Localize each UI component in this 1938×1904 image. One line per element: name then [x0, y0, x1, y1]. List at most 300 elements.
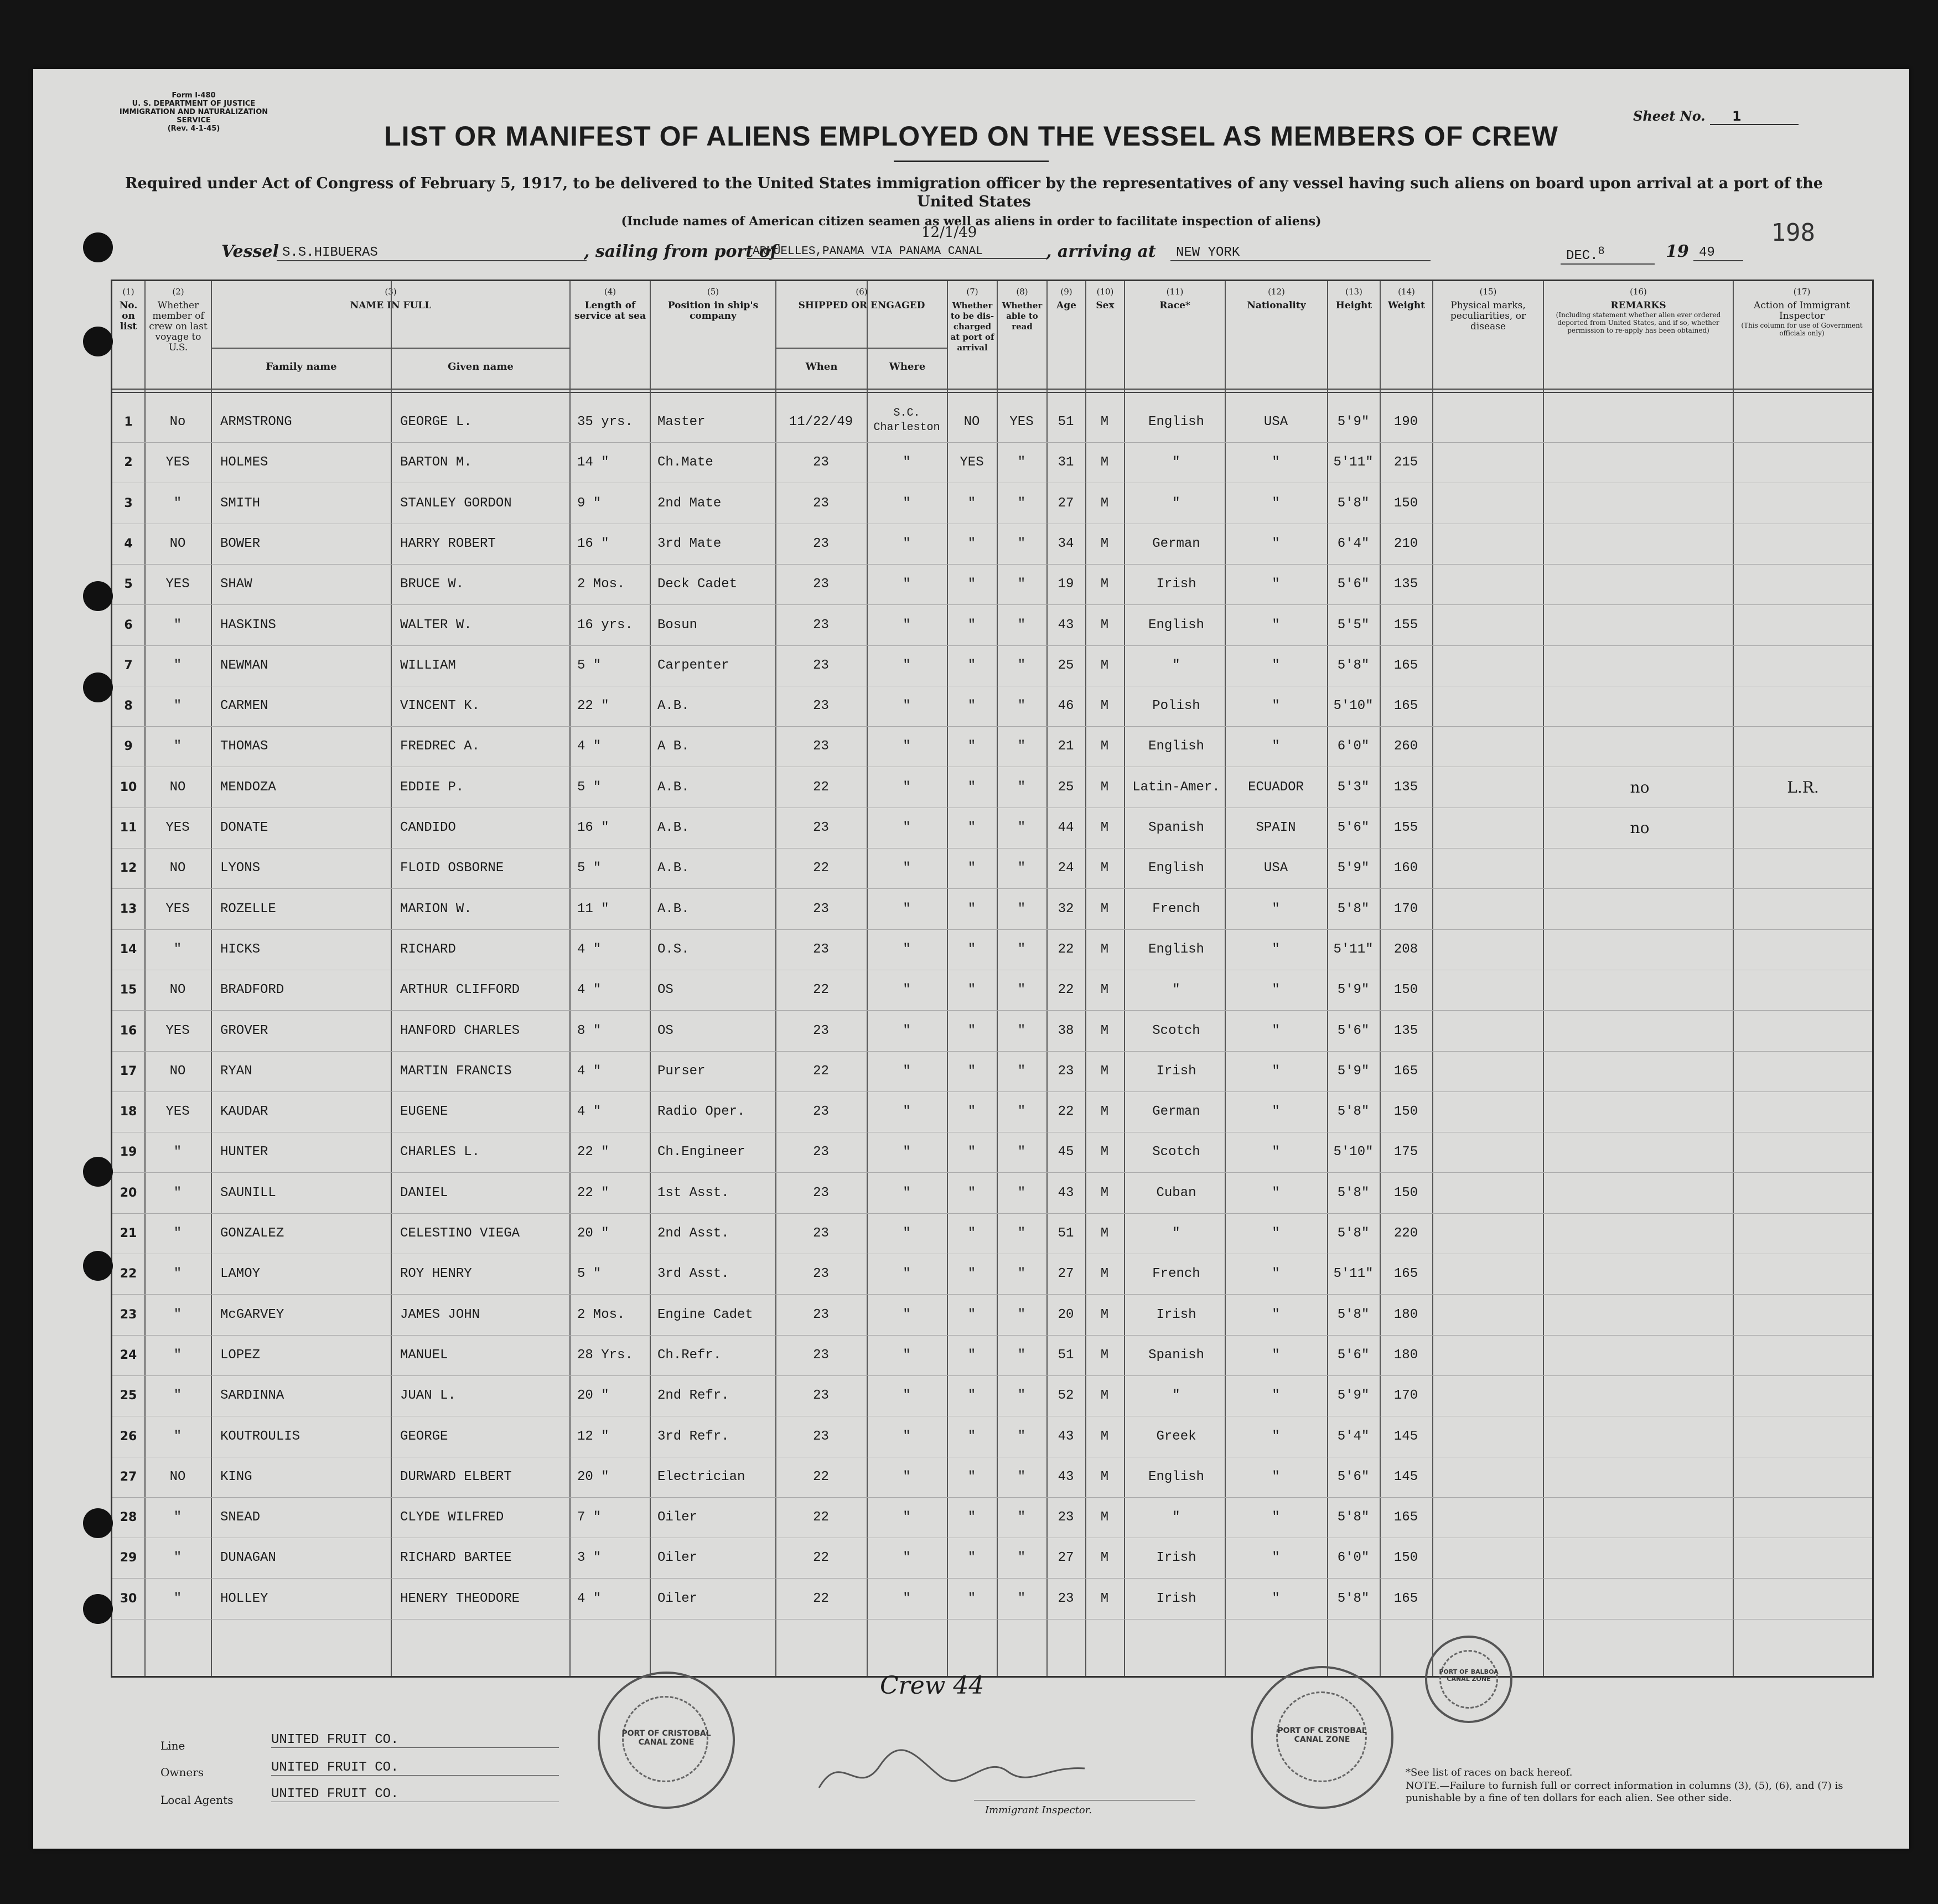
- table-row: [112, 605, 1872, 646]
- cell-last: YES: [165, 577, 190, 592]
- cell-disch: ": [967, 1104, 976, 1120]
- cell-family: HICKS: [220, 941, 261, 957]
- cell-family: LOPEZ: [220, 1347, 261, 1363]
- cell-read: ": [1017, 577, 1026, 592]
- cell-when: 22: [813, 779, 829, 795]
- cell-when: 22: [813, 1510, 829, 1525]
- cell-age: 52: [1058, 1388, 1074, 1404]
- cell-age: 43: [1058, 1185, 1074, 1201]
- cell-height: 5'11": [1333, 1266, 1374, 1282]
- cell-family: SMITH: [220, 495, 261, 511]
- cell-action: [1739, 970, 1867, 1010]
- punch-hole: [83, 1508, 113, 1538]
- cell-given: RICHARD: [400, 941, 456, 957]
- header-remarks: (16) REMARKS (Including statement whether alien ever ordered deported from United States, and if so, whether permission to re-apply has been obtained): [1544, 281, 1734, 389]
- cell-nat: ": [1272, 1185, 1280, 1201]
- cell-service: 2 Mos.: [577, 1307, 625, 1322]
- cell-where: ": [903, 1591, 911, 1606]
- cell-height: 5'4": [1337, 1429, 1370, 1444]
- cell-nat: ": [1272, 941, 1280, 957]
- cell-remarks: [1551, 1254, 1728, 1294]
- cell-family: DONATE: [220, 820, 268, 835]
- cell-height: 5'6": [1337, 1023, 1370, 1038]
- cell-disch: ": [967, 577, 976, 592]
- cell-action: [1739, 1254, 1867, 1294]
- cell-read: ": [1017, 820, 1026, 835]
- cell-race: Irish: [1156, 1063, 1196, 1079]
- table-row: [112, 726, 1872, 767]
- cell-no: 22: [120, 1267, 137, 1281]
- cell-position: Carpenter: [657, 658, 729, 673]
- punch-hole: [83, 581, 113, 611]
- cell-service: 22 ": [577, 699, 609, 714]
- cell-family: THOMAS: [220, 739, 268, 754]
- cell-nat: USA: [1263, 415, 1288, 430]
- cell-when: 23: [813, 699, 829, 714]
- cell-last: YES: [165, 1104, 190, 1120]
- cell-no: 21: [120, 1227, 137, 1240]
- form-rev: (Rev. 4-1-45): [167, 125, 220, 133]
- table-row: [112, 889, 1872, 930]
- cell-sex: M: [1100, 1023, 1109, 1038]
- cell-height: 6'0": [1337, 739, 1370, 754]
- cell-last: ": [173, 1145, 182, 1160]
- cell-race: Irish: [1156, 577, 1196, 592]
- cell-disch: ": [967, 739, 976, 754]
- cell-where: ": [903, 1388, 911, 1404]
- cell-age: 38: [1058, 1023, 1074, 1038]
- cell-where: ": [903, 1347, 911, 1363]
- cell-given: BARTON M.: [400, 455, 472, 470]
- cell-sex: M: [1100, 1104, 1109, 1120]
- cell-height: 5'8": [1337, 1226, 1370, 1241]
- cell-height: 5'9": [1337, 415, 1370, 430]
- header-given-name: Given name: [392, 348, 571, 389]
- cell-age: 32: [1058, 901, 1074, 917]
- cell-read: ": [1017, 861, 1026, 876]
- cell-sex: M: [1100, 699, 1109, 714]
- cell-action: [1739, 1375, 1867, 1416]
- cell-service: 4 ": [577, 1591, 602, 1606]
- cell-service: 28 Yrs.: [577, 1347, 633, 1363]
- punch-hole: [83, 1157, 113, 1187]
- table-row: [112, 1091, 1872, 1132]
- inspector-label: Immigrant Inspector.: [985, 1804, 1092, 1816]
- table-row: [112, 1132, 1872, 1173]
- cell-when: 11/22/49: [789, 415, 853, 430]
- cell-age: 22: [1058, 982, 1074, 998]
- cell-no: 24: [120, 1348, 137, 1362]
- cell-race: ": [1172, 1510, 1180, 1525]
- cell-age: 21: [1058, 739, 1074, 754]
- sheet-number-value: 1: [1710, 108, 1799, 125]
- cell-height: 5'3": [1337, 779, 1370, 795]
- cell-family: DUNAGAN: [220, 1550, 276, 1566]
- table-row: [112, 1497, 1872, 1538]
- cell-weight: 215: [1393, 455, 1418, 470]
- cell-family: LAMOY: [220, 1266, 261, 1282]
- cell-service: 22 ": [577, 1145, 609, 1160]
- cell-weight: 180: [1393, 1307, 1418, 1322]
- cell-race: French: [1152, 1266, 1200, 1282]
- cell-age: 22: [1058, 1104, 1074, 1120]
- cell-age: 20: [1058, 1307, 1074, 1322]
- cell-disch: ": [967, 1185, 976, 1201]
- header-when: When: [776, 348, 868, 389]
- cell-height: 5'6": [1337, 1469, 1370, 1484]
- footer: [111, 1668, 1870, 1838]
- table-row: [112, 1173, 1872, 1214]
- cell-when: 23: [813, 495, 829, 511]
- cell-disch: ": [967, 1266, 976, 1282]
- cell-read: ": [1017, 1591, 1026, 1606]
- table-row: [112, 1011, 1872, 1052]
- cell-read: ": [1017, 699, 1026, 714]
- cell-action: [1739, 1457, 1867, 1497]
- table-row: [112, 1538, 1872, 1579]
- cell-when: 23: [813, 1226, 829, 1241]
- cell-action: [1739, 1416, 1867, 1457]
- cell-position: Ch.Mate: [657, 455, 713, 470]
- cell-position: Engine Cadet: [657, 1307, 753, 1322]
- sheet-number-label: Sheet No.: [1633, 108, 1706, 124]
- cell-when: 23: [813, 1145, 829, 1160]
- handwritten-date: 12/1/49: [921, 224, 977, 241]
- cell-family: ROZELLE: [220, 901, 276, 917]
- table-row: [112, 564, 1872, 605]
- cell-remarks: [1551, 1416, 1728, 1457]
- cell-age: 44: [1058, 820, 1074, 835]
- cell-action: [1739, 1538, 1867, 1578]
- cell-where: ": [903, 982, 911, 998]
- cell-no: 27: [120, 1470, 137, 1484]
- cell-read: ": [1017, 1266, 1026, 1282]
- cell-age: 22: [1058, 941, 1074, 957]
- cell-position: A.B.: [657, 820, 690, 835]
- table-row: [112, 1213, 1872, 1254]
- form-dept: U. S. DEPARTMENT OF JUSTICE: [132, 100, 256, 108]
- cell-service: 14 ": [577, 455, 609, 470]
- cell-given: MARTIN FRANCIS: [400, 1063, 512, 1079]
- cell-weight: 210: [1393, 536, 1418, 551]
- cell-family: ARMSTRONG: [220, 415, 292, 430]
- punch-hole: [83, 327, 113, 356]
- cell-last: NO: [169, 861, 186, 876]
- cell-disch: ": [967, 982, 976, 998]
- cell-height: 5'11": [1333, 941, 1374, 957]
- arrival-month-day: [1561, 245, 1655, 265]
- punch-hole: [83, 1594, 113, 1624]
- table-row: [112, 1375, 1872, 1416]
- table-row: [112, 1254, 1872, 1295]
- cell-no: 20: [120, 1186, 137, 1200]
- cell-last: YES: [165, 901, 190, 917]
- cell-height: 5'10": [1333, 699, 1374, 714]
- line-value: UNITED FRUIT CO.: [271, 1732, 559, 1748]
- table-row: [112, 645, 1872, 686]
- cell-action: [1739, 605, 1867, 645]
- table-row: [112, 929, 1872, 970]
- cell-when: 23: [813, 1185, 829, 1201]
- cell-service: 5 ": [577, 658, 602, 673]
- cell-no: 29: [120, 1551, 137, 1565]
- cell-height: 5'6": [1337, 820, 1370, 835]
- cell-height: 5'8": [1337, 495, 1370, 511]
- cell-sex: M: [1100, 1185, 1109, 1201]
- cell-when: 23: [813, 1266, 829, 1282]
- cell-remarks: [1551, 686, 1728, 726]
- cell-position: 1st Asst.: [657, 1185, 729, 1201]
- cell-disch: ": [967, 658, 976, 673]
- cell-last: ": [173, 739, 182, 754]
- cell-disch: ": [967, 901, 976, 917]
- table-row: [112, 1579, 1872, 1620]
- cell-when: 22: [813, 1063, 829, 1079]
- cell-nat: ": [1272, 1145, 1280, 1160]
- cell-age: 51: [1058, 415, 1074, 430]
- cell-given: HENERY THEODORE: [400, 1591, 520, 1606]
- cell-no: 4: [124, 536, 133, 551]
- cell-disch: ": [967, 1591, 976, 1606]
- cell-when: 23: [813, 577, 829, 592]
- cell-nat: ": [1272, 739, 1280, 754]
- cell-given: MARION W.: [400, 901, 472, 917]
- cell-action: [1739, 1497, 1867, 1538]
- cell-read: ": [1017, 982, 1026, 998]
- cell-weight: 150: [1393, 1550, 1418, 1566]
- requirement-text: Required under Act of Congress of February 5, 1917, to be delivered to the United States immigration officer by the representatives of any vessel having such aliens on board upon arrival at a port of the United States: [125, 175, 1823, 210]
- cell-position: 2nd Asst.: [657, 1226, 729, 1241]
- cell-given: STANLEY GORDON: [400, 495, 512, 511]
- cell-family: GONZALEZ: [220, 1226, 284, 1241]
- arrival-day: 8: [1598, 245, 1605, 258]
- table-row: [112, 1051, 1872, 1092]
- cell-no: 17: [120, 1064, 137, 1078]
- cell-action: [1739, 726, 1867, 767]
- cell-weight: 165: [1393, 699, 1418, 714]
- cell-age: 34: [1058, 536, 1074, 551]
- cell-no: 26: [120, 1429, 137, 1443]
- cell-remarks: [1551, 524, 1728, 564]
- cell-given: DANIEL: [400, 1185, 448, 1201]
- cell-disch: NO: [963, 415, 980, 430]
- cell-age: 23: [1058, 1591, 1074, 1606]
- cell-family: CARMEN: [220, 699, 268, 714]
- cell-remarks: [1551, 1132, 1728, 1172]
- cell-age: 19: [1058, 577, 1074, 592]
- cell-age: 27: [1058, 495, 1074, 511]
- cell-nat: SPAIN: [1256, 820, 1296, 835]
- cell-sex: M: [1100, 982, 1109, 998]
- cell-read: ": [1017, 1429, 1026, 1444]
- cell-no: 25: [120, 1389, 137, 1403]
- cell-position: Electrician: [657, 1469, 745, 1484]
- cell-nat: ": [1272, 1469, 1280, 1484]
- cell-service: 3 ": [577, 1550, 602, 1566]
- cell-nat: USA: [1263, 861, 1288, 876]
- cell-sex: M: [1100, 617, 1109, 633]
- sailing-label: , sailing from port of: [584, 242, 778, 261]
- header-last-voyage: (2) Whether member of crew on last voyage to U.S.: [146, 281, 212, 389]
- cell-where: ": [903, 495, 911, 511]
- cell-when: 23: [813, 1307, 829, 1322]
- cell-race: ": [1172, 982, 1180, 998]
- cell-race: Spanish: [1148, 820, 1204, 835]
- cell-where: ": [903, 779, 911, 795]
- cell-age: 51: [1058, 1347, 1074, 1363]
- cell-remarks: [1551, 889, 1728, 929]
- cell-weight: 220: [1393, 1226, 1418, 1241]
- cell-family: LYONS: [220, 861, 261, 876]
- cell-sex: M: [1100, 1550, 1109, 1566]
- cell-given: ARTHUR CLIFFORD: [400, 982, 520, 998]
- cell-position: A.B.: [657, 699, 690, 714]
- cell-no: 7: [124, 658, 133, 672]
- cell-race: Greek: [1156, 1429, 1196, 1444]
- cell-where: ": [903, 1145, 911, 1160]
- cell-weight: 175: [1393, 1145, 1418, 1160]
- cell-when: 23: [813, 536, 829, 551]
- cell-last: ": [173, 1266, 182, 1282]
- cell-where: ": [903, 820, 911, 835]
- cell-action: [1739, 1051, 1867, 1091]
- cell-no: 28: [120, 1510, 137, 1525]
- cell-sex: M: [1100, 1510, 1109, 1525]
- cell-where: ": [903, 658, 911, 673]
- cell-height: 5'8": [1337, 1591, 1370, 1606]
- cell-read: ": [1017, 1307, 1026, 1322]
- cell-disch: ": [967, 779, 976, 795]
- cell-service: 16 yrs.: [577, 617, 633, 633]
- cell-remarks: [1551, 1173, 1728, 1213]
- cell-sex: M: [1100, 536, 1109, 551]
- cell-when: 23: [813, 617, 829, 633]
- cell-service: 4 ": [577, 1104, 602, 1120]
- header-sex: (10) Sex: [1086, 281, 1125, 389]
- cell-remarks: [1551, 1011, 1728, 1051]
- cell-disch: ": [967, 1388, 976, 1404]
- cell-when: 22: [813, 1469, 829, 1484]
- cell-remarks: [1551, 483, 1728, 524]
- cell-height: 5'8": [1337, 1510, 1370, 1525]
- cell-sex: M: [1100, 415, 1109, 430]
- header-family-name: Family name: [212, 348, 392, 389]
- cell-sex: M: [1100, 1429, 1109, 1444]
- cell-when: 23: [813, 1347, 829, 1363]
- cell-where: ": [903, 861, 911, 876]
- cell-last: No: [169, 415, 186, 430]
- cell-no: 15: [120, 983, 137, 997]
- cell-position: O.S.: [657, 941, 690, 957]
- cell-where: ": [903, 1429, 911, 1444]
- cell-sex: M: [1100, 739, 1109, 754]
- cell-last: ": [173, 1347, 182, 1363]
- cell-when: 23: [813, 739, 829, 754]
- cell-position: Oiler: [657, 1510, 698, 1525]
- cell-weight: 170: [1393, 901, 1418, 917]
- cell-action: [1739, 1295, 1867, 1335]
- stamp-number: 198: [1771, 219, 1815, 247]
- cell-race: ": [1172, 1388, 1180, 1404]
- inspector-signature: [808, 1738, 1096, 1804]
- cell-service: 20 ": [577, 1388, 609, 1404]
- cell-disch: ": [967, 861, 976, 876]
- cell-last: NO: [169, 1063, 186, 1079]
- cell-service: 9 ": [577, 495, 602, 511]
- cell-height: 5'5": [1337, 617, 1370, 633]
- cell-remarks: no: [1630, 778, 1650, 796]
- cell-nat: ": [1272, 536, 1280, 551]
- cell-weight: 208: [1393, 941, 1418, 957]
- cell-read: ": [1017, 1347, 1026, 1363]
- cell-position: Bosun: [657, 617, 698, 633]
- cell-action: [1739, 442, 1867, 483]
- header-physical-marks: (15) Physical marks, peculiarities, or disease: [1433, 281, 1544, 389]
- cell-where: ": [903, 1510, 911, 1525]
- vessel-name: S.S.HIBUERAS: [277, 245, 587, 261]
- cell-race: English: [1148, 941, 1204, 957]
- header-height: (13) Height: [1328, 281, 1381, 389]
- cell-read: ": [1017, 1104, 1026, 1120]
- cell-action: [1739, 1011, 1867, 1051]
- cell-race: ": [1172, 658, 1180, 673]
- cell-where: S.C. Charleston: [873, 407, 940, 434]
- cell-age: 23: [1058, 1063, 1074, 1079]
- cell-height: 6'4": [1337, 536, 1370, 551]
- cell-position: OS: [657, 982, 673, 998]
- cell-service: 5 ": [577, 779, 602, 795]
- cell-given: HARRY ROBERT: [400, 536, 496, 551]
- arriving-port: NEW YORK: [1170, 245, 1431, 261]
- cell-last: ": [173, 1307, 182, 1322]
- cell-no: 13: [120, 902, 137, 916]
- table-row: [112, 1335, 1872, 1376]
- cell-when: 23: [813, 941, 829, 957]
- cell-weight: 170: [1393, 1388, 1418, 1404]
- cell-given: CANDIDO: [400, 820, 456, 835]
- cell-service: 4 ": [577, 739, 602, 754]
- cell-given: DURWARD ELBERT: [400, 1469, 512, 1484]
- line-label: Line: [160, 1739, 185, 1752]
- header-weight: (14) Weight: [1381, 281, 1433, 389]
- cell-where: ": [903, 536, 911, 551]
- cell-weight: 150: [1393, 1104, 1418, 1120]
- cell-family: KING: [220, 1469, 252, 1484]
- cell-last: ": [173, 1388, 182, 1404]
- cell-sex: M: [1100, 1388, 1109, 1404]
- cell-nat: ECUADOR: [1248, 779, 1304, 795]
- cell-weight: 145: [1393, 1429, 1418, 1444]
- cell-action: [1739, 686, 1867, 726]
- cell-no: 14: [120, 942, 137, 956]
- table-row: [112, 767, 1872, 808]
- cell-position: A B.: [657, 739, 690, 754]
- cell-read: ": [1017, 1469, 1026, 1484]
- cell-service: 7 ": [577, 1510, 602, 1525]
- cell-read: ": [1017, 1023, 1026, 1038]
- cell-given: HANFORD CHARLES: [400, 1023, 520, 1038]
- cell-nat: ": [1272, 1510, 1280, 1525]
- header-where: Where: [868, 348, 948, 389]
- cell-race: English: [1148, 617, 1204, 633]
- cell-race: ": [1172, 455, 1180, 470]
- cell-nat: ": [1272, 1266, 1280, 1282]
- cell-where: ": [903, 1023, 911, 1038]
- cell-age: 23: [1058, 1510, 1074, 1525]
- cell-family: McGARVEY: [220, 1307, 284, 1322]
- cell-family: SNEAD: [220, 1510, 261, 1525]
- arrival-month: DEC.: [1566, 249, 1598, 263]
